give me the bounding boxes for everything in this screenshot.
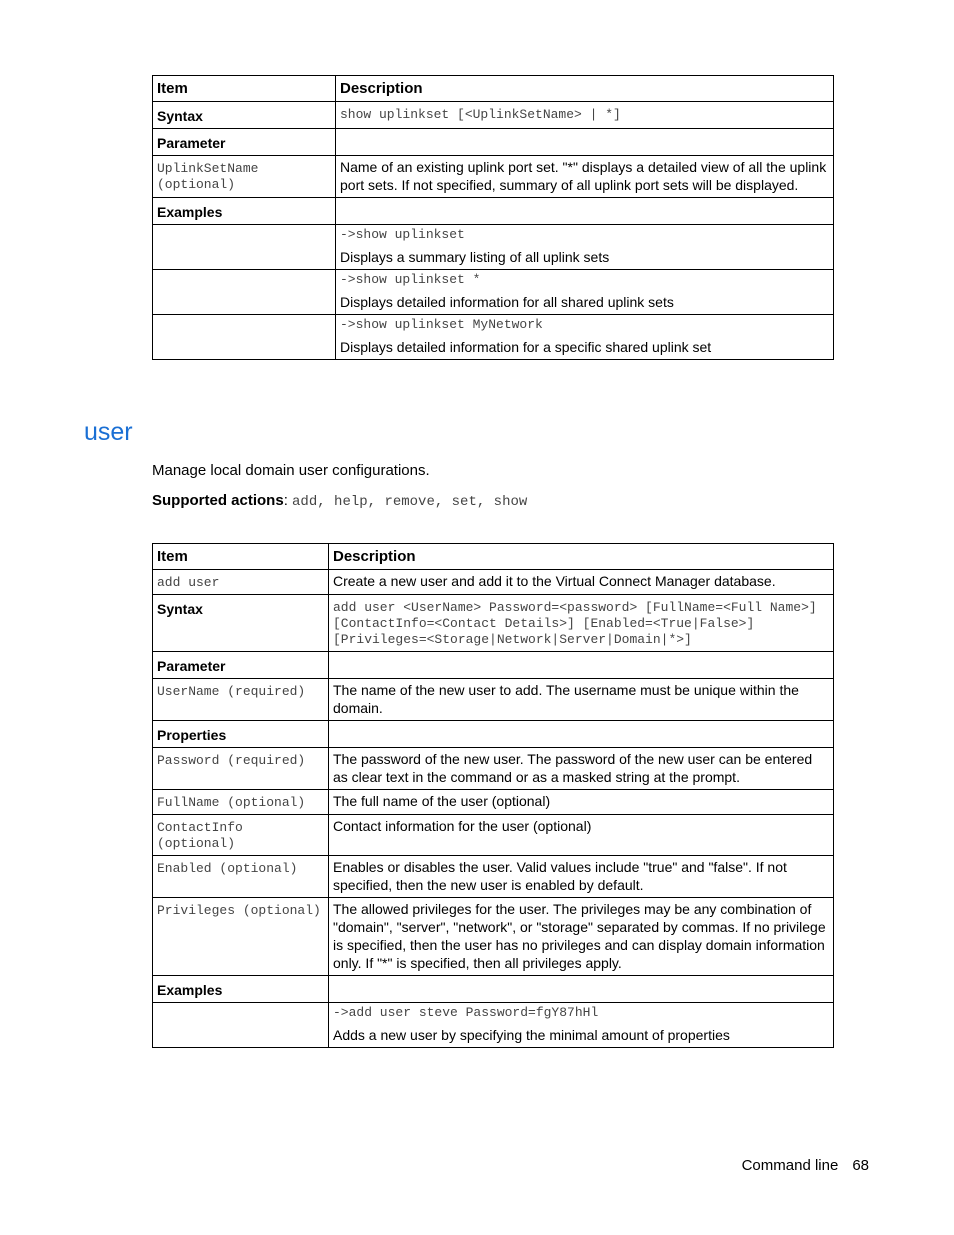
empty-cell [329,721,834,748]
param-uplinksetname-row [153,156,834,198]
add-user-row [153,570,834,595]
add-user-item: add user [153,570,329,595]
example-cell [329,1003,834,1048]
example-row [153,270,834,315]
username-row [153,679,834,721]
empty-cell [153,315,336,360]
property-row [153,815,834,856]
property-name: Privileges (optional) [153,898,329,976]
property-row [153,790,834,815]
empty-cell [329,976,834,1003]
empty-cell [153,225,336,270]
property-row [153,898,834,976]
section-title: user [84,418,133,446]
example-cell [336,270,834,315]
parameter-row [153,652,834,679]
empty-cell [336,129,834,156]
syntax-label: Syntax [153,102,336,129]
parameter-label: Parameter [153,652,329,679]
syntax-value: add user <UserName> Password=<password> [FullName=<Full Name>] [ContactInfo=<Contact Details>] [Enabled=<True|False>] [Privileges=<Storage|Network|Server|Domain|*>] [329,595,834,652]
property-description: The password of the new user. The password of the new user can be entered as clear text in the command or as a masked string at the prompt. [329,748,834,790]
header-item: Item [153,544,329,570]
page-footer [742,1157,869,1174]
header-description: Description [329,544,834,570]
example-code: ->show uplinkset [340,227,465,242]
username-description: The name of the new user to add. The username must be unique within the domain. [329,679,834,721]
user-table [152,543,834,1048]
example-row [153,225,834,270]
example-description: Displays a summary listing of all uplink sets [340,249,610,265]
example-cell [336,315,834,360]
empty-cell [336,198,834,225]
example-cell [336,225,834,270]
examples-row [153,198,834,225]
supported-actions [152,492,527,510]
table-header-row [153,76,834,102]
uplinkset-table [152,75,834,360]
example-description: Displays detailed information for a specific shared uplink set [340,339,712,355]
table-header-row [153,544,834,570]
property-name: ContactInfo (optional) [153,815,329,856]
header-description: Description [336,76,834,102]
username-item: UserName (required) [153,679,329,721]
empty-cell [153,1003,329,1048]
empty-cell [153,270,336,315]
example-row [153,1003,834,1048]
param-description: Name of an existing uplink port set. "*" displays a detailed view of all the uplink port sets. If not specified, summary of all uplink port sets will be displayed. [336,156,834,198]
properties-label: Properties [153,721,329,748]
property-name: Password (required) [153,748,329,790]
supported-actions-label: Supported actions [152,492,284,509]
examples-row [153,976,834,1003]
add-user-description: Create a new user and add it to the Virtual Connect Manager database. [329,570,834,595]
page-number: 68 [852,1157,869,1174]
example-description: Displays detailed information for all shared uplink sets [340,294,674,310]
example-code: ->show uplinkset * [340,272,481,287]
syntax-row [153,102,834,129]
example-description: Adds a new user by specifying the minimal amount of properties [333,1027,730,1043]
property-description: Contact information for the user (optional) [329,815,834,856]
example-row [153,315,834,360]
syntax-label: Syntax [153,595,329,652]
property-name: Enabled (optional) [153,856,329,898]
header-item: Item [153,76,336,102]
properties-row [153,721,834,748]
property-description: Enables or disables the user. Valid values include "true" and "false". If not specified, then the new user is enabled by default. [329,856,834,898]
property-description: The full name of the user (optional) [329,790,834,815]
property-row [153,856,834,898]
empty-cell [329,652,834,679]
section-intro: Manage local domain user configurations. [152,462,430,479]
supported-actions-colon: : [283,492,293,509]
param-name: UplinkSetName (optional) [153,156,336,198]
supported-actions-list: add, help, remove, set, show [292,494,528,510]
property-row [153,748,834,790]
example-code: ->add user steve Password=fgY87hHl [333,1005,599,1020]
parameter-label: Parameter [153,129,336,156]
property-name: FullName (optional) [153,790,329,815]
parameter-row [153,129,834,156]
footer-section-name: Command line [741,1157,839,1174]
examples-label: Examples [153,198,336,225]
property-description: The allowed privileges for the user. The privileges may be any combination of "domain", "server", "network", or "storage" separated by commas. If no privilege is specified, then the user has no privileges and can display domain information only. If "*" is specified, then all privileges apply. [329,898,834,976]
examples-label: Examples [153,976,329,1003]
syntax-value: show uplinkset [<UplinkSetName> | *] [336,102,834,129]
syntax-row [153,595,834,652]
example-code: ->show uplinkset MyNetwork [340,317,543,332]
